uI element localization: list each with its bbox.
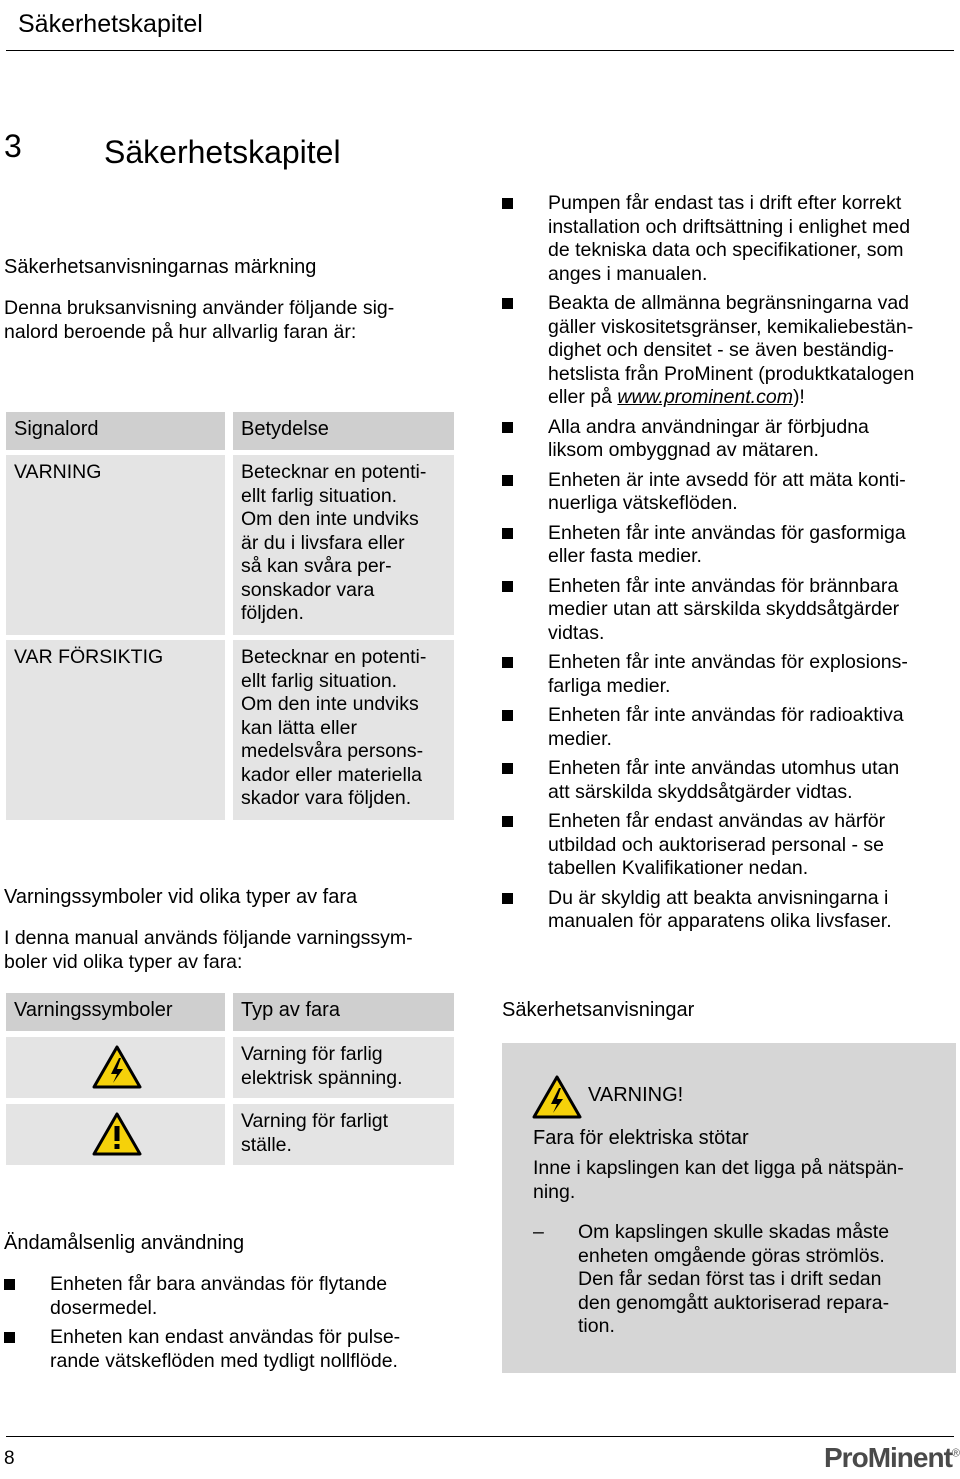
list-item-line: eller fasta medier. bbox=[548, 545, 702, 567]
logo-registered: ® bbox=[951, 1447, 960, 1460]
footer-rule bbox=[6, 1436, 954, 1437]
list-item-line: Beakta de allmänna begränsningarna vad bbox=[548, 292, 910, 314]
safety-heading: Säkerhetsanvisningar bbox=[502, 999, 695, 1021]
list-item-line: rande vätskeflöden med tydligt nollflöde. bbox=[50, 1349, 398, 1372]
list-item-line: Enheten får inte användas utomhus utan bbox=[548, 757, 900, 779]
list-item-line: Enheten får bara användas för flytande bbox=[50, 1273, 388, 1295]
meaning-line: så kan svåra per- bbox=[241, 555, 392, 577]
list-item-line: Du är skyldig att beakta anvisningarna i bbox=[548, 886, 889, 909]
bullet-icon bbox=[502, 893, 513, 904]
bullet-icon bbox=[4, 1332, 15, 1343]
list-item bbox=[502, 651, 956, 698]
warning-description-line: Inne i kapslingen kan det ligga på nätspän- bbox=[533, 1157, 904, 1179]
electric-warning-icon bbox=[532, 1075, 582, 1119]
bullet-icon bbox=[502, 657, 513, 668]
list-item bbox=[502, 416, 956, 463]
action-dash: – bbox=[533, 1221, 544, 1243]
signal-word-cell bbox=[6, 455, 225, 635]
warning-box bbox=[502, 1043, 956, 1373]
hazard-type-cell bbox=[233, 1037, 454, 1098]
hazard-line: elektrisk spänning. bbox=[241, 1066, 403, 1089]
warning-action-line: tion. bbox=[578, 1315, 615, 1337]
list-item bbox=[502, 757, 956, 804]
meaning-line: ellt farlig situation. bbox=[241, 484, 398, 507]
list-item bbox=[502, 810, 956, 881]
list-item-line: medier utan att särskilda skyddsåtgärder bbox=[548, 598, 900, 620]
link-suffix: )! bbox=[792, 386, 805, 408]
bullet-icon bbox=[502, 581, 513, 592]
chapter-title: Säkerhetskapitel bbox=[104, 134, 341, 170]
warning-intro-line: boler vid olika typer av fara: bbox=[4, 950, 243, 973]
electric-warning-icon bbox=[92, 1045, 142, 1089]
list-item-line bbox=[548, 386, 956, 410]
list-item-line: liksom ombyggnad av mätaren. bbox=[548, 439, 819, 461]
list-item bbox=[502, 192, 956, 286]
list-item-line: Enheten är inte avsedd för att mäta konti- bbox=[548, 468, 906, 491]
list-item-line: Enheten får inte användas för explosions- bbox=[548, 651, 908, 673]
list-item bbox=[502, 522, 956, 569]
list-item-line: Enheten får inte användas för radioaktiva bbox=[548, 704, 904, 726]
list-item-line: Alla andra användningar är förbjudna bbox=[548, 415, 869, 438]
list-item-line: Enheten får inte användas för brännbara bbox=[548, 574, 899, 597]
list-item bbox=[502, 575, 956, 646]
warning-description bbox=[533, 1157, 904, 1204]
list-item-line: Enheten får endast användas av härför bbox=[548, 810, 886, 832]
signal-word: VAR FÖRSIKTIG bbox=[14, 646, 164, 668]
list-item-line: anges i manualen. bbox=[548, 262, 708, 285]
signal-table-header-word: Signalord bbox=[6, 412, 225, 450]
warning-action-line: den genomgått auktoriserad repara- bbox=[578, 1291, 890, 1314]
bullet-icon bbox=[4, 1279, 15, 1290]
chapter-number: 3 bbox=[4, 128, 22, 164]
hazard-type-cell bbox=[233, 1104, 454, 1165]
list-item-line: installation och driftsättning i enlighet med bbox=[548, 215, 911, 238]
website-link[interactable]: www.prominent.com bbox=[617, 386, 793, 408]
list-item bbox=[4, 1273, 454, 1320]
meaning-line: kan lätta eller bbox=[241, 716, 357, 739]
signal-word: VARNING bbox=[14, 461, 102, 483]
list-item-line: farliga medier. bbox=[548, 674, 671, 697]
marking-heading: Säkerhetsanvisningarnas märkning bbox=[4, 256, 317, 278]
list-item-line: medier. bbox=[548, 727, 612, 750]
marking-intro-line: nalord beroende på hur allvarlig faran är: bbox=[4, 320, 357, 343]
page-number: 8 bbox=[4, 1448, 15, 1469]
list-item bbox=[502, 469, 956, 516]
list-item-line: manualen för apparatens olika livsfaser. bbox=[548, 910, 892, 932]
marking-intro bbox=[4, 297, 394, 344]
symbols-table-header-type: Typ av fara bbox=[233, 993, 454, 1031]
list-item-line: gäller viskositetsgränser, kemikaliebestän- bbox=[548, 315, 914, 338]
prominent-logo bbox=[824, 1442, 959, 1474]
list-item-line: dosermedel. bbox=[50, 1296, 158, 1319]
list-item-line: nuerliga vätskeflöden. bbox=[548, 492, 738, 514]
signal-table-header-meaning: Betydelse bbox=[233, 412, 454, 450]
meaning-line: Om den inte undviks bbox=[241, 508, 419, 530]
link-prefix: eller på bbox=[548, 386, 618, 408]
logo-pro: Pro bbox=[824, 1442, 868, 1473]
meaning-line: följden. bbox=[241, 602, 304, 624]
warning-symbols-heading: Varningssymboler vid olika typer av fara bbox=[4, 886, 358, 908]
hazard-line: ställe. bbox=[241, 1133, 292, 1156]
bullet-icon bbox=[502, 528, 513, 539]
list-item bbox=[502, 887, 956, 934]
list-item-line: hetslista från ProMinent (produktkatalogen bbox=[548, 362, 915, 385]
meaning-line: kador eller materiella bbox=[241, 763, 422, 786]
warning-signal-word: VARNING! bbox=[588, 1084, 684, 1106]
bullet-icon bbox=[502, 298, 513, 309]
warning-title: Fara för elektriska stötar bbox=[533, 1127, 749, 1149]
bullet-icon bbox=[502, 710, 513, 721]
intended-use-list bbox=[4, 1273, 454, 1379]
bullet-icon bbox=[502, 763, 513, 774]
list-item-line: tabellen Kvalifikationer nedan. bbox=[548, 857, 809, 879]
symbol-cell bbox=[6, 1037, 225, 1098]
meaning-line: skador vara följden. bbox=[241, 787, 412, 809]
symbol-cell bbox=[6, 1104, 225, 1165]
bullet-icon bbox=[502, 816, 513, 827]
warning-symbols-intro bbox=[4, 927, 413, 974]
bullet-icon bbox=[502, 422, 513, 433]
warning-action-line: enheten omgående göras strömlös. bbox=[578, 1244, 885, 1267]
list-item-line: de tekniska data och specifikationer, som bbox=[548, 239, 904, 261]
symbols-table-header-symbol: Varningssymboler bbox=[6, 993, 225, 1031]
list-item bbox=[502, 704, 956, 751]
list-item-line: Enheten får inte användas för gasformiga bbox=[548, 521, 906, 544]
list-item-line: vidtas. bbox=[548, 621, 605, 644]
meaning-line: Om den inte undviks bbox=[241, 693, 419, 715]
signal-word-cell bbox=[6, 640, 225, 820]
marking-intro-line: Denna bruksanvisning använder följande sig- bbox=[4, 297, 395, 319]
warning-intro-line: I denna manual används följande varningssym- bbox=[4, 927, 413, 949]
meaning-line: sonskador vara bbox=[241, 578, 375, 601]
meaning-line: är du i livsfara eller bbox=[241, 531, 405, 554]
meaning-line: ellt farlig situation. bbox=[241, 669, 398, 692]
list-item-line: Enheten kan endast användas för pulse- bbox=[50, 1326, 401, 1348]
signal-meaning-cell bbox=[233, 640, 454, 820]
list-item bbox=[4, 1326, 454, 1373]
warning-action-line: Om kapslingen skulle skadas måste bbox=[578, 1221, 890, 1243]
warning-action-line: Den får sedan först tas i drift sedan bbox=[578, 1268, 882, 1290]
meaning-line: Betecknar en potenti- bbox=[241, 646, 427, 668]
intended-use-heading: Ändamålsenlig användning bbox=[4, 1232, 245, 1254]
bullet-icon bbox=[502, 475, 513, 486]
running-header: Säkerhetskapitel bbox=[18, 10, 203, 38]
signal-meaning-cell bbox=[233, 455, 454, 635]
list-item-line: utbildad och auktoriserad personal - se bbox=[548, 833, 885, 856]
general-warning-icon bbox=[92, 1112, 142, 1156]
bullet-icon bbox=[502, 198, 513, 209]
hazard-line: Varning för farlig bbox=[241, 1043, 383, 1065]
usage-rules-list bbox=[502, 192, 956, 940]
logo-minent: Minent bbox=[867, 1442, 952, 1473]
list-item bbox=[502, 292, 956, 410]
hazard-line: Varning för farligt bbox=[241, 1110, 389, 1132]
meaning-line: medelsvåra persons- bbox=[241, 740, 424, 762]
warning-description-line: ning. bbox=[533, 1180, 576, 1203]
header-rule bbox=[6, 50, 954, 51]
list-item-line: dighet och densitet - se även beständig- bbox=[548, 339, 894, 361]
list-item-line: att särskilda skyddsåtgärder vidtas. bbox=[548, 780, 853, 803]
warning-action bbox=[578, 1221, 889, 1339]
list-item-line: Pumpen får endast tas i drift efter korrekt bbox=[548, 192, 902, 214]
meaning-line: Betecknar en potenti- bbox=[241, 461, 427, 483]
